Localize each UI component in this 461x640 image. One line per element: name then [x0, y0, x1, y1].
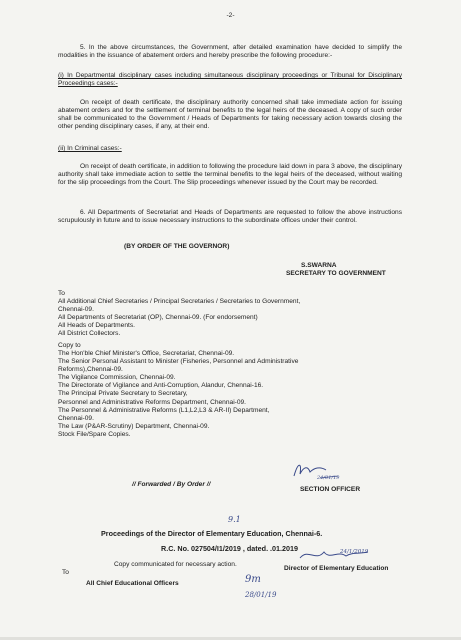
copy-list-item: Chennai-09.	[58, 414, 94, 422]
copy-list-item: Personnel and Administrative Reforms Department, Chennai-09.	[58, 398, 247, 406]
copy-communicated-text: Copy communicated for necessary action.	[114, 561, 237, 568]
to-list-item: All Departments of Secretariat (OP), Chennai-09. (For endorsement)	[58, 314, 258, 322]
to-list-item: All District Collectors.	[58, 330, 121, 338]
to-list-item: All Heads of Departments.	[58, 322, 135, 330]
recipients-bottom: All Chief Educational Officers	[86, 580, 179, 587]
by-order-heading: (BY ORDER OF THE GOVERNOR)	[124, 243, 230, 250]
paragraph-6: 6. All Departments of Secretariat and Heads of Departments are requested to follow the above instructions scrupulously in future and to issue necessary instructions to the subordinate offices under their control.	[58, 209, 402, 225]
copy-list-item: Stock File/Spare Copies.	[58, 430, 131, 438]
section-ii-body: On receipt of death certificate, in addition to following the procedure laid down in para 3 above, the disciplinary authority shall take immediate action to settle the terminal benefits to the legal heirs of the deceased, without waiting for the slip proceedings from the Court. The Slip proceedings whenever issued by the Court may be recorded.	[58, 163, 402, 187]
section-ii-heading: (ii) In Criminal cases:-	[58, 145, 122, 152]
director-title: Director of Elementary Education	[284, 565, 389, 572]
copy-to-list	[58, 350, 298, 439]
handwritten-initial: 9.1	[228, 515, 241, 524]
to-bottom-label: To	[62, 569, 69, 576]
forwarded-by-order: // Forwarded / By Order //	[132, 481, 211, 488]
signatory-name: S.SWARNA	[301, 262, 337, 269]
copy-list-item: The Directorate of Vigilance and Anti-Corruption, Alandur, Chennai-16.	[58, 382, 264, 390]
section-officer-title: SECTION OFFICER	[300, 486, 361, 493]
copy-list-item: The Personnel & Administrative Reforms (L1,L2,L3 & AR-II) Department,	[58, 406, 270, 414]
section-i-body: On receipt of death certificate, the disciplinary authority concerned shall take immediate action for issuing abatement orders and for the settlement of terminal benefits to the legal heirs of the deceased. A copy of such order shall be communicated to the Government / Heads of Departments for taking necessary action towards closing the other pending disciplinary cases, if any, at their end.	[58, 99, 402, 131]
copy-list-item: The Law (P&AR-Scrutiny) Department, Chennai-09.	[58, 422, 210, 430]
copy-list-item: The Principal Private Secretary to Secretary,	[58, 390, 188, 398]
to-list	[58, 298, 300, 338]
bottom-initial: 9m	[245, 574, 261, 585]
to-list-item: All Additional Chief Secretaries / Principal Secretaries / Secretaries to Government,	[58, 298, 301, 305]
signatory-title: SECRETARY TO GOVERNMENT	[286, 270, 386, 277]
proceedings-title: Proceedings of the Director of Elementary Education, Chennai-6.	[101, 529, 323, 538]
copy-to-label: Copy to	[58, 342, 81, 349]
page-number: -2-	[226, 12, 235, 19]
to-label: To	[58, 290, 65, 297]
director-sign-date: 24/1/2019	[340, 549, 369, 555]
copy-list-item: The Hon'ble Chief Minister's Office, Secretariat, Chennai-09.	[58, 350, 235, 357]
section-officer-date: 24/01/19	[317, 475, 340, 481]
paragraph-5: 5. In the above circumstances, the Government, after detailed examination have decided to simplify the modalities in the issuance of abatement orders and hereby prescribe the following procedure:-	[58, 44, 402, 60]
copy-list-item: Reforms),Chennai-09.	[58, 366, 123, 374]
section-i-heading: (i) In Departmental disciplinary cases including simultaneous disciplinary proceedings or Tribunal for Disciplinary Proceedings cases:-	[58, 72, 402, 88]
copy-list-item: The Senior Personal Assistant to Minister (Fisheries, Personnel and Administrative	[58, 358, 299, 366]
copy-list-item: The Vigilance Commission, Chennai-09.	[58, 374, 176, 382]
to-list-item: Chennai-09.	[58, 306, 94, 314]
bottom-date: 28/01/19	[245, 591, 277, 599]
rc-number-line: R.C. No. 027504/I1/2019 , dated. .01.2019	[161, 544, 299, 553]
